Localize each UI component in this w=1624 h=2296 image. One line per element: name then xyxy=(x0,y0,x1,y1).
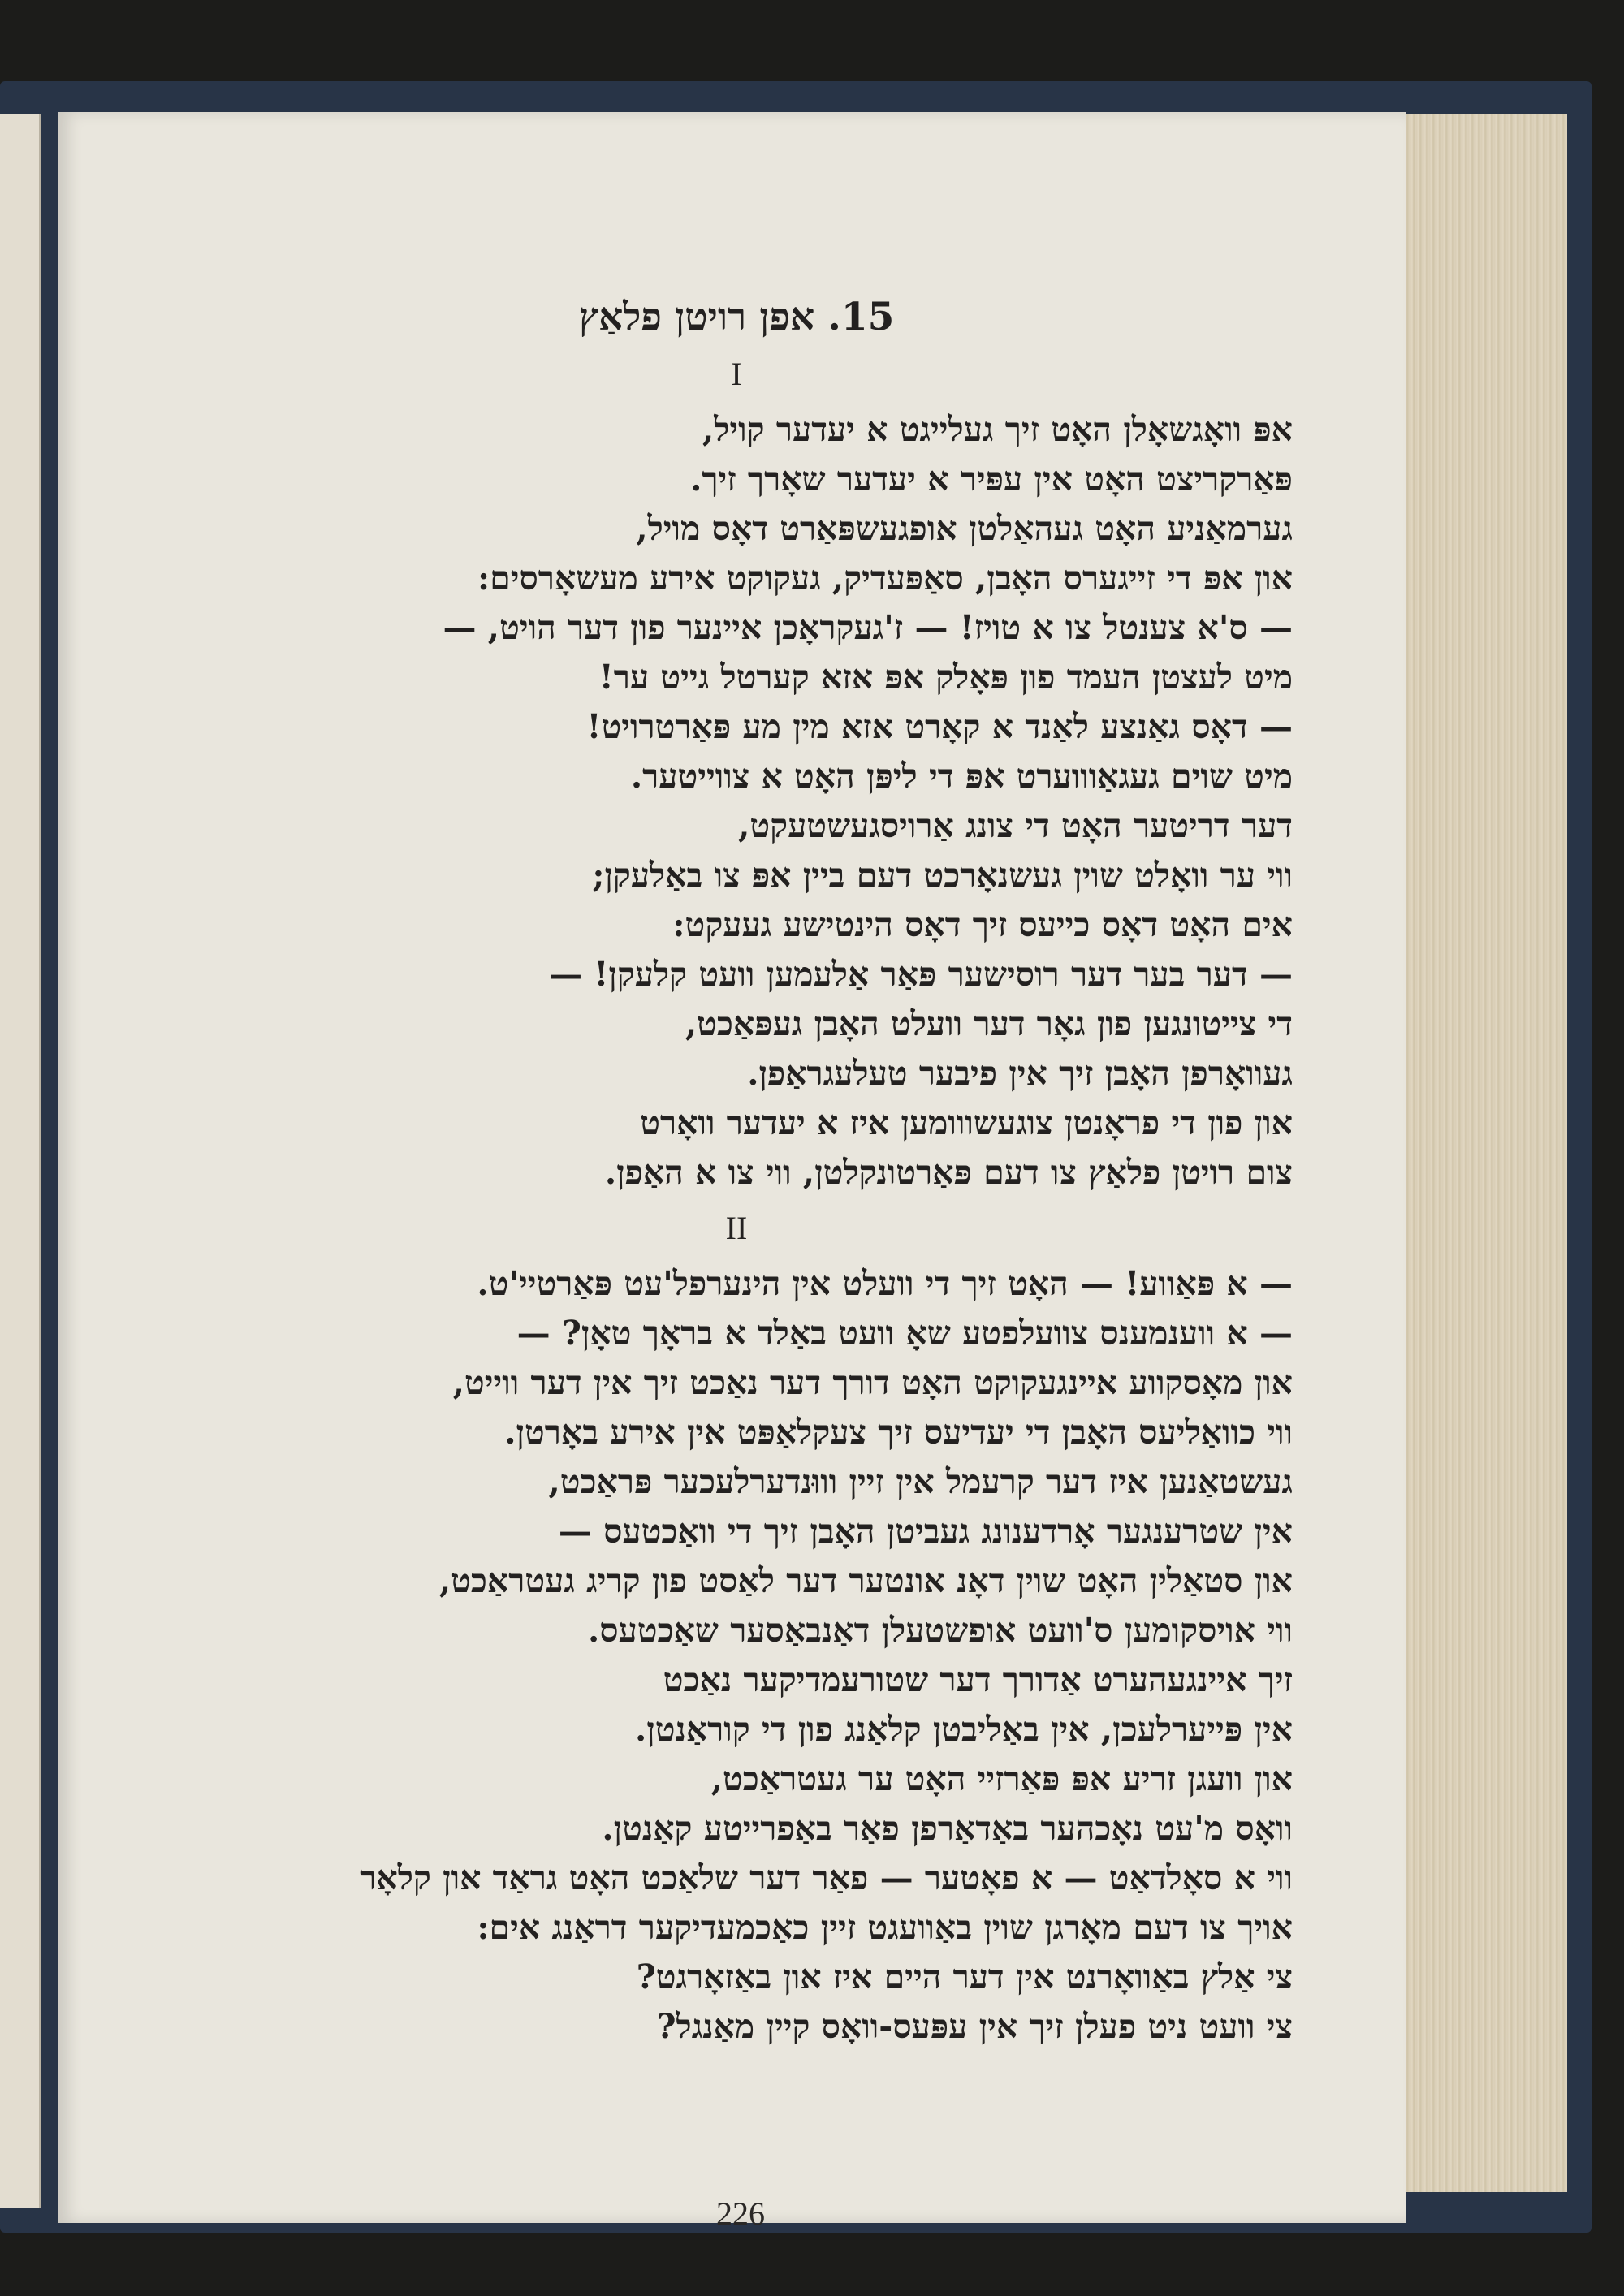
poem-line: ווי ער וואָלט שוין געשנאָרכט דעם ביין אפּ צו באַלעקן; xyxy=(592,856,1293,896)
section-number: II xyxy=(725,1210,748,1247)
poem-line: געוואָרפן האָבן זיך אין פיבער טעלעגראַפן. xyxy=(747,1054,1293,1094)
poem-line: אויך צו דעם מאָרגן שוין באַוועגט זיין כאַכמעדיקער דראַנג אים: xyxy=(477,1908,1293,1948)
poem-line: צי אַלץ באַוואָרנט אין דער היים איז און באַזאָרגט? xyxy=(636,1957,1293,1997)
section-number: I xyxy=(731,356,742,393)
poem-line: גערמאַניע האָט געהאַלטן אופגעשפּאַרט דאָס מויל, xyxy=(636,509,1293,549)
chapter-title: 15. אפן רויטן פלאַץ xyxy=(578,295,895,339)
poem-line: פּאַרקריצט האָט אין עפּיר א יעדער שאָרך זיך. xyxy=(690,460,1293,499)
poem-line: מיט שוים געגאַוווערט אפּ די ליפּן האָט א צווייטער. xyxy=(630,757,1293,796)
poem-line: אים האָט דאָס כייעס זיך דאָס הינטישע געעקט: xyxy=(672,905,1293,945)
page-content xyxy=(180,295,1293,2052)
stanza xyxy=(180,405,1293,1198)
stanza xyxy=(180,1259,1293,2052)
poem-line: ווי אויסקומען ס'וועט אופשטעלן דאַנבאַסער שאַכטעס. xyxy=(587,1611,1293,1651)
poem-line: צום רויטן פלאַץ צו דעם פּאַרטונקלטן, ווי צו א האַפן. xyxy=(604,1153,1293,1193)
poem-line: אפּ וואָגשאָלן האָט זיך געלייגט א יעדער קויל, xyxy=(702,410,1293,450)
page-number: 226 xyxy=(716,2195,765,2232)
poem-line: וואָס מ'עט נאָכהער באַדאַרפן פאַר באַפרייטע קאַנטן. xyxy=(602,1809,1293,1849)
poem-line: אין שטרענגער אָרדענונג געביטן האָבן זיך די וואַכטעס — xyxy=(558,1512,1293,1552)
poem-line: זיך איינגעהערט אַדורך דער שטורעמדיקער נאַכט xyxy=(663,1660,1293,1700)
book-page xyxy=(58,112,1406,2232)
poem-line: און מאָסקווע איינגעקוקט האָט דורך דער נאַכט זיך אין דער ווייט, xyxy=(452,1363,1293,1403)
poem-line: — א ווענמענס צוועלפטע שאָ וועט באַלד א בראָך טאָן? — xyxy=(516,1314,1293,1353)
poem-line: — ס'א צענטל צו א טויז! — ז'געקראָכן איינער פון דער הויט, — xyxy=(443,608,1293,648)
poem-line: מיט לעצטן העמד פון פּאָלק אפּ אזא קערטל גייט ער! xyxy=(598,658,1293,697)
poem-line: אין פּייערלעכן, אין באַליבטן קלאַנג פון די קוראַנטן. xyxy=(635,1710,1293,1750)
poem-line: — א פּאַווע! — האָט זיך די וועלט אין הינערפל'עט פּאַרטיי'ט. xyxy=(477,1264,1293,1304)
poem-line: צי וועט ניט פעלן זיך אין עפּעס-וואָס קיין מאַנגל? xyxy=(656,2007,1293,2047)
previous-page-edge xyxy=(0,114,41,2208)
poem-line: און אפּ די זייגערס האָבן, סאַפּעדיק, געקוקט אירע מעשאָרסים: xyxy=(477,559,1293,598)
page-block-edge xyxy=(1397,114,1567,2192)
poem-line: און פון די פראָנטן צוגעשווומען איז א יעדער וואָרט xyxy=(640,1103,1293,1143)
poem-line: — דאָס גאַנצע לאַנד א קאָרט אזא מין מע פּאַרטרויט! xyxy=(586,707,1293,747)
poem-line: ווי א סאָלדאַט — א פאָטער — פאַר דער שלאַכט האָט גראַד און קלאָר xyxy=(360,1858,1293,1898)
poem-line: די צייטונגען פון גאָר דער וועלט האָבן געפּאַכט, xyxy=(685,1004,1293,1044)
poem-line: — דער בער דער רוסישער פּאַר אַלעמען וועט קלעקן! — xyxy=(549,955,1293,995)
poem-line: און סטאַלין האָט שוין דאָנ אונטער דער לאַסט פון קריג געטראַכט, xyxy=(438,1561,1293,1601)
poem-line: געשטאַנען איז דער קרעמל אין זיין וווּנדערלעכער פּראַכט, xyxy=(548,1462,1293,1502)
poem-line: דער דריטער האָט די צונג אַרויסגעשטעקט, xyxy=(738,806,1293,846)
poem-line: און וועגן זריע אפּ פּאַרזיי האָט ער געטראַכט, xyxy=(710,1759,1293,1799)
poem-line: ווי כוואַליעס האָבן די יעדיעס זיך צעקלאַפּט אין אירע באָרטן. xyxy=(504,1413,1293,1452)
